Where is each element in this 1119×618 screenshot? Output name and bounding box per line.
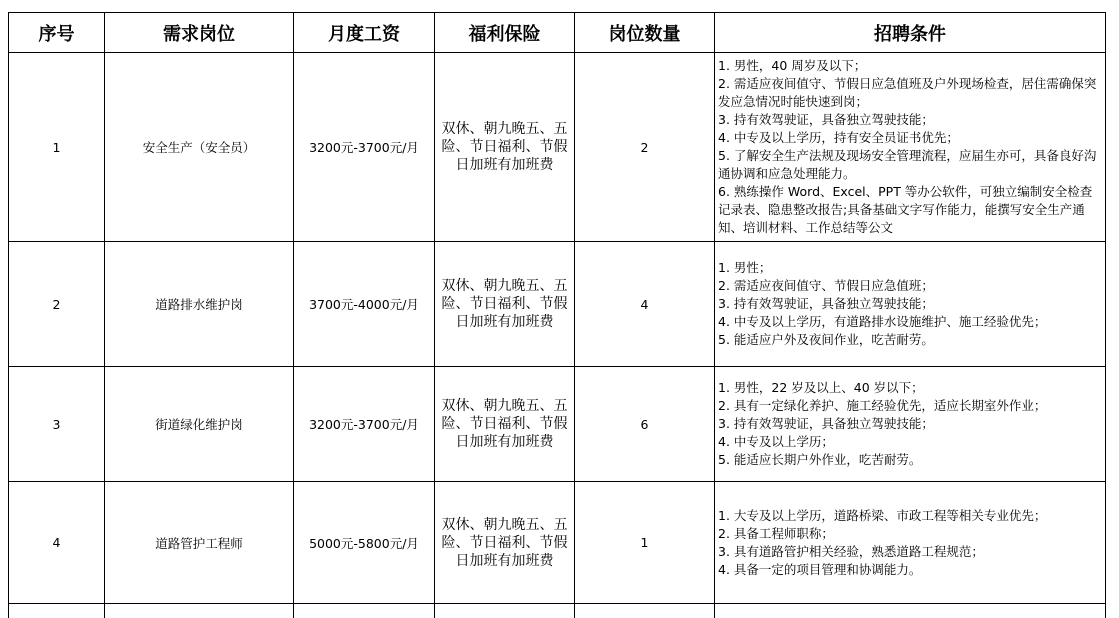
requirement-item: 1. 男性；	[718, 260, 772, 275]
cell-no: 3	[9, 367, 105, 482]
requirement-item: 3. 持有效驾驶证，具备独立驾驶技能；	[718, 296, 934, 311]
requirement-item: 5. 能适应长期户外作业，吃苦耐劳。	[718, 452, 922, 467]
tail-cell	[435, 604, 575, 618]
requirement-item: 2. 需适应夜间值守、节假日应急值班及户外现场检查，居住需确保突发应急情况时能快速到岗；	[718, 76, 1097, 109]
requirement-item: 5. 了解安全生产法规及现场安全管理流程，应届生亦可，具备良好沟通协调和应急处理能力。	[718, 148, 1097, 181]
cell-requirements	[715, 367, 1106, 482]
cell-salary: 3200元-3700元/月	[294, 367, 435, 482]
tail-cell	[105, 604, 294, 618]
tail-cell	[294, 604, 435, 618]
cell-welfare: 双休、朝九晚五、五险、节日福利、节假日加班有加班费	[435, 482, 575, 604]
header-salary: 月度工资	[294, 13, 435, 53]
cell-welfare: 双休、朝九晚五、五险、节日福利、节假日加班有加班费	[435, 53, 575, 242]
cell-count: 6	[575, 367, 715, 482]
header-no: 序号	[9, 13, 105, 53]
cell-position: 道路排水维护岗	[105, 242, 294, 367]
cell-salary: 3700元-4000元/月	[294, 242, 435, 367]
requirement-item: 3. 持有效驾驶证，具备独立驾驶技能；	[718, 112, 934, 127]
recruitment-table	[8, 12, 1106, 618]
requirement-item: 2. 需适应夜间值守、节假日应急值班；	[718, 278, 934, 293]
table-row	[9, 53, 1106, 242]
cell-requirements	[715, 242, 1106, 367]
cell-requirements	[715, 482, 1106, 604]
requirement-item: 2. 具有一定绿化养护、施工经验优先，适应长期室外作业；	[718, 398, 1047, 413]
requirement-item: 4. 具备一定的项目管理和协调能力。	[718, 561, 922, 577]
requirement-item: 4. 中专及以上学历，持有安全员证书优先；	[718, 130, 959, 145]
header-count: 岗位数量	[575, 13, 715, 53]
requirement-item: 2. 具备工程师职称；	[718, 525, 834, 541]
requirement-item: 1. 男性，22 岁及以上、40 岁以下；	[718, 380, 924, 395]
header-welfare: 福利保险	[435, 13, 575, 53]
requirement-item: 1. 男性，40 周岁及以下；	[718, 58, 867, 73]
cell-count: 2	[575, 53, 715, 242]
cell-no: 4	[9, 482, 105, 604]
cell-salary: 5000元-5800元/月	[294, 482, 435, 604]
requirement-item: 5. 能适应户外及夜间作业，吃苦耐劳。	[718, 332, 934, 347]
cell-position: 街道绿化维护岗	[105, 367, 294, 482]
requirement-item: 4. 中专及以上学历，有道路排水设施维护、施工经验优先；	[718, 314, 1047, 329]
cell-welfare: 双休、朝九晚五、五险、节日福利、节假日加班有加班费	[435, 242, 575, 367]
requirement-item: 4. 中专及以上学历；	[718, 434, 834, 449]
tail-cell	[9, 604, 105, 618]
tail-cell	[715, 604, 1106, 618]
cell-no: 2	[9, 242, 105, 367]
table-tail-row	[9, 604, 1106, 618]
requirement-item: 3. 具有道路管护相关经验，熟悉道路工程规范；	[718, 543, 984, 559]
cell-welfare: 双休、朝九晚五、五险、节日福利、节假日加班有加班费	[435, 367, 575, 482]
cell-count: 1	[575, 482, 715, 604]
cell-requirements	[715, 53, 1106, 242]
cell-position: 安全生产（安全员）	[105, 53, 294, 242]
table-row	[9, 482, 1106, 604]
cell-salary: 3200元-3700元/月	[294, 53, 435, 242]
table-row	[9, 367, 1106, 482]
cell-position: 道路管护工程师	[105, 482, 294, 604]
header-row	[9, 13, 1106, 53]
header-position: 需求岗位	[105, 13, 294, 53]
requirement-item: 1. 大专及以上学历，道路桥梁、市政工程等相关专业优先；	[718, 507, 1047, 523]
cell-no: 1	[9, 53, 105, 242]
table-row	[9, 242, 1106, 367]
requirement-item: 6. 熟练操作 Word、Excel、PPT 等办公软件，可独立编制安全检查记录表、隐患整改报告;具备基础文字写作能力，能撰写安全生产通知、培训材料、工作总结等公文	[718, 184, 1093, 235]
tail-cell	[575, 604, 715, 618]
header-requirements: 招聘条件	[715, 13, 1106, 53]
requirement-item: 3. 持有效驾驶证，具备独立驾驶技能；	[718, 416, 934, 431]
cell-count: 4	[575, 242, 715, 367]
